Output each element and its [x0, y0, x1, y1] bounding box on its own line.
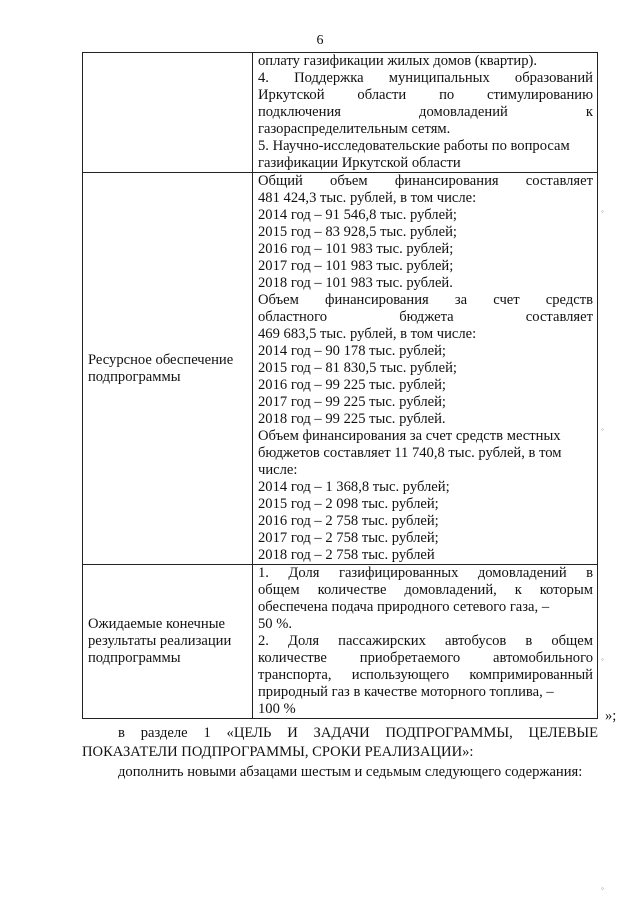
content-line: общем количестве домовладений, к которым	[258, 582, 593, 598]
content-line: 2015 год – 83 928,5 тыс. рублей;	[258, 224, 457, 240]
content-line: транспорта, использующего компримированный	[258, 667, 593, 683]
content-line: 2018 год – 99 225 тыс. рублей.	[258, 411, 446, 427]
content-line: 2015 год – 2 098 тыс. рублей;	[258, 496, 439, 512]
content-line: оплату газификации жилых домов (квартир).	[258, 53, 538, 69]
content-line: числе:	[258, 462, 298, 478]
instruction-paragraph: дополнить новыми абзацами шестым и седьмым следующего содержания:	[118, 764, 583, 780]
content-line: 2016 год – 2 758 тыс. рублей;	[258, 513, 439, 529]
content-line: 1. Доля газифицированных домовладений в	[258, 565, 593, 581]
content-line: 2018 год – 101 983 тыс. рублей.	[258, 275, 453, 291]
content-line: 5. Научно-исследовательские работы по вопросам	[258, 138, 570, 154]
content-line: природный газ в качестве моторного топлива, –	[258, 684, 554, 700]
content-line: газораспределительным сетям.	[258, 121, 451, 137]
content-line: областного бюджета составляет	[258, 309, 593, 325]
content-line: 2014 год – 91 546,8 тыс. рублей;	[258, 207, 457, 223]
content-line: обеспечена подача природного сетевого газа, –	[258, 599, 550, 615]
subprogram-passport-table	[82, 52, 598, 719]
content-line: 2015 год – 81 830,5 тыс. рублей;	[258, 360, 457, 376]
scan-mark: ◦	[601, 884, 604, 893]
scan-mark: ◦	[601, 207, 604, 216]
row-content-cell	[253, 53, 598, 173]
table-row	[83, 53, 598, 173]
scan-mark: ◦	[601, 655, 604, 664]
content-line: подключения домовладений к	[258, 104, 593, 120]
content-line: 2017 год – 101 983 тыс. рублей;	[258, 258, 454, 274]
content-line: 2. Доля пассажирских автобусов в общем	[258, 633, 593, 649]
content-line: Объем финансирования за счет средств	[258, 292, 593, 308]
row-content-cell	[253, 565, 598, 719]
content-line: бюджетов составляет 11 740,8 тыс. рублей, в том	[258, 445, 562, 461]
content-line: 2016 год – 99 225 тыс. рублей;	[258, 377, 446, 393]
content-line: 2017 год – 2 758 тыс. рублей;	[258, 530, 439, 546]
row-label-cell: Ожидаемые конечные результаты реализации подпрограммы	[83, 565, 253, 719]
content-line: 481 424,3 тыс. рублей, в том числе:	[258, 190, 477, 206]
section-paragraph: в разделе 1 «ЦЕЛЬ И ЗАДАЧИ ПОДПРОГРАММЫ, ЦЕЛЕВЫЕ ПОКАЗАТЕЛИ ПОДПРОГРАММЫ, СРОКИ РЕАЛИЗАЦИИ»:	[82, 725, 598, 760]
closing-quote: »;	[605, 708, 617, 724]
row-label-cell: Ресурсное обеспечение подпрограммы	[83, 173, 253, 565]
content-line: Объем финансирования за счет средств местных	[258, 428, 561, 444]
content-line: 2018 год – 2 758 тыс. рублей	[258, 547, 435, 563]
row-label-cell	[83, 53, 253, 173]
content-line: Иркутской области по стимулированию	[258, 87, 593, 103]
content-line: 2014 год – 90 178 тыс. рублей;	[258, 343, 446, 359]
content-line: 2014 год – 1 368,8 тыс. рублей;	[258, 479, 450, 495]
content-line: Общий объем финансирования составляет	[258, 173, 593, 189]
table-row	[83, 173, 598, 565]
content-line: 469 683,5 тыс. рублей, в том числе:	[258, 326, 477, 342]
scan-mark: ◦	[601, 425, 604, 434]
content-line: количестве приобретаемого автомобильного	[258, 650, 593, 666]
page-number: 6	[316, 33, 324, 48]
content-line: 2017 год – 99 225 тыс. рублей;	[258, 394, 446, 410]
row-content-cell	[253, 173, 598, 565]
content-line: газификации Иркутской области	[258, 155, 461, 171]
table-row	[83, 565, 598, 719]
content-line: 50 %.	[258, 616, 293, 632]
content-line: 4. Поддержка муниципальных образований	[258, 70, 593, 86]
content-line: 2016 год – 101 983 тыс. рублей;	[258, 241, 454, 257]
content-line: 100 %	[258, 701, 296, 717]
